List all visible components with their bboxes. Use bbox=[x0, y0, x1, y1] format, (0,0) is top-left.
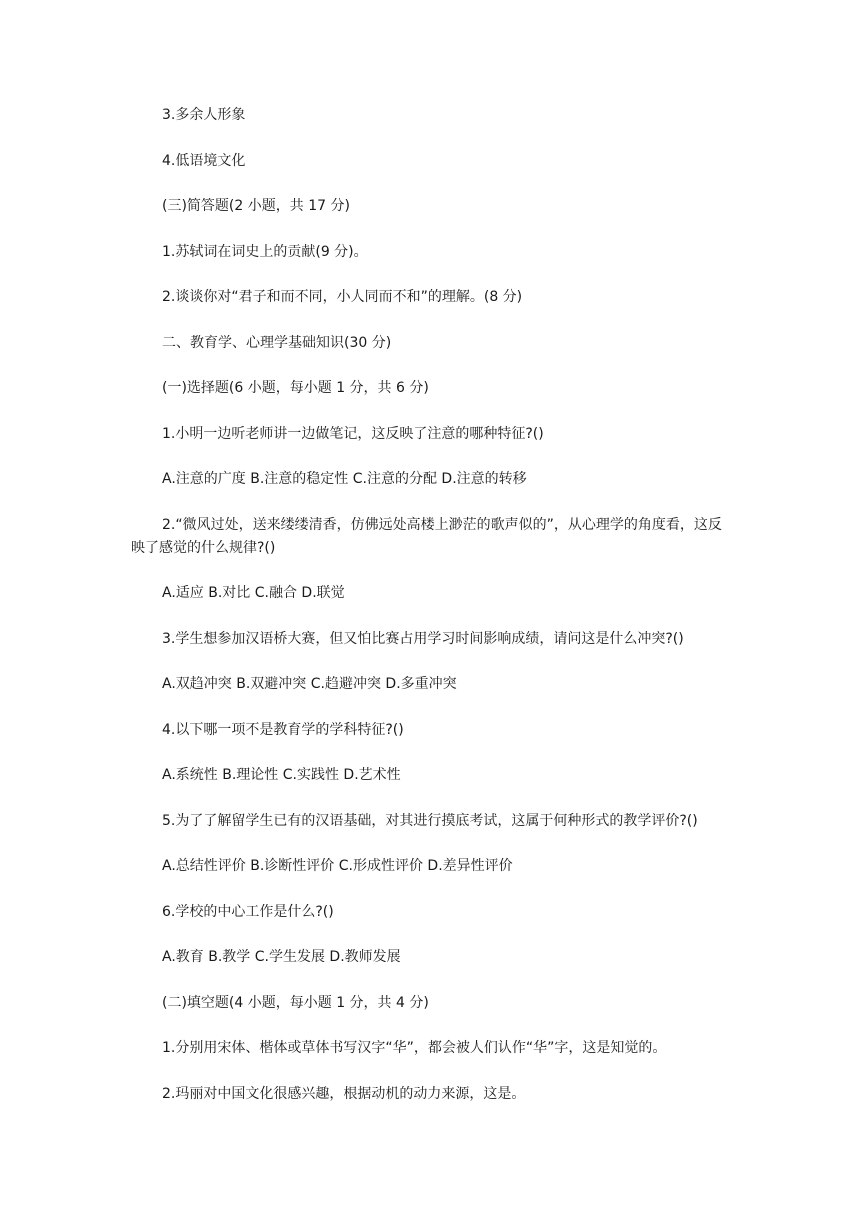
section-heading-fill-in: (二)填空题(4 小题，每小题 1 分，共 4 分) bbox=[162, 995, 429, 1011]
choice-options-3: A.双趋冲突 B.双避冲突 C.趋避冲突 D.多重冲突 bbox=[162, 676, 457, 692]
choice-question-5: 5.为了了解留学生已有的汉语基础，对其进行摸底考试，这属于何种形式的教学评价?() bbox=[162, 813, 698, 829]
term-item-3: 3.多余人形象 bbox=[162, 107, 246, 123]
choice-options-5: A.总结性评价 B.诊断性评价 C.形成性评价 D.差异性评价 bbox=[162, 858, 513, 874]
choice-question-3: 3.学生想参加汉语桥大赛，但又怕比赛占用学习时间影响成绩，请问这是什么冲突?() bbox=[162, 631, 684, 647]
term-item-4: 4.低语境文化 bbox=[162, 153, 246, 169]
fill-in-question-1: 1.分别用宋体、楷体或草体书写汉字“华”，都会被人们认作“华”字，这是知觉的。 bbox=[162, 1040, 667, 1056]
part-heading-education-psychology: 二、教育学、心理学基础知识(30 分) bbox=[162, 335, 392, 351]
short-answer-question-2: 2.谈谈你对“君子和而不同，小人同而不和”的理解。(8 分) bbox=[162, 289, 523, 305]
choice-question-4: 4.以下哪一项不是教育学的学科特征?() bbox=[162, 722, 404, 738]
choice-question-1: 1.小明一边听老师讲一边做笔记，这反映了注意的哪种特征?() bbox=[162, 426, 544, 442]
section-heading-short-answer: (三)简答题(2 小题，共 17 分) bbox=[162, 198, 350, 214]
choice-options-2: A.适应 B.对比 C.融合 D.联觉 bbox=[162, 585, 345, 601]
choice-options-4: A.系统性 B.理论性 C.实践性 D.艺术性 bbox=[162, 767, 401, 783]
choice-options-1: A.注意的广度 B.注意的稳定性 C.注意的分配 D.注意的转移 bbox=[162, 471, 527, 487]
choice-question-6: 6.学校的中心工作是什么?() bbox=[162, 904, 334, 920]
section-heading-multiple-choice: (一)选择题(6 小题，每小题 1 分，共 6 分) bbox=[162, 380, 429, 396]
choice-options-6: A.教育 B.教学 C.学生发展 D.教师发展 bbox=[162, 949, 401, 965]
fill-in-question-2: 2.玛丽对中国文化很感兴趣，根据动机的动力来源，这是。 bbox=[162, 1086, 526, 1102]
short-answer-question-1: 1.苏轼词在词史上的贡献(9 分)。 bbox=[162, 244, 368, 260]
choice-question-2: 2.“微风过处，送来缕缕清香，仿佛远处高楼上渺茫的歌声似的”，从心理学的角度看，这反映了感觉的什么规律?() bbox=[131, 517, 722, 556]
